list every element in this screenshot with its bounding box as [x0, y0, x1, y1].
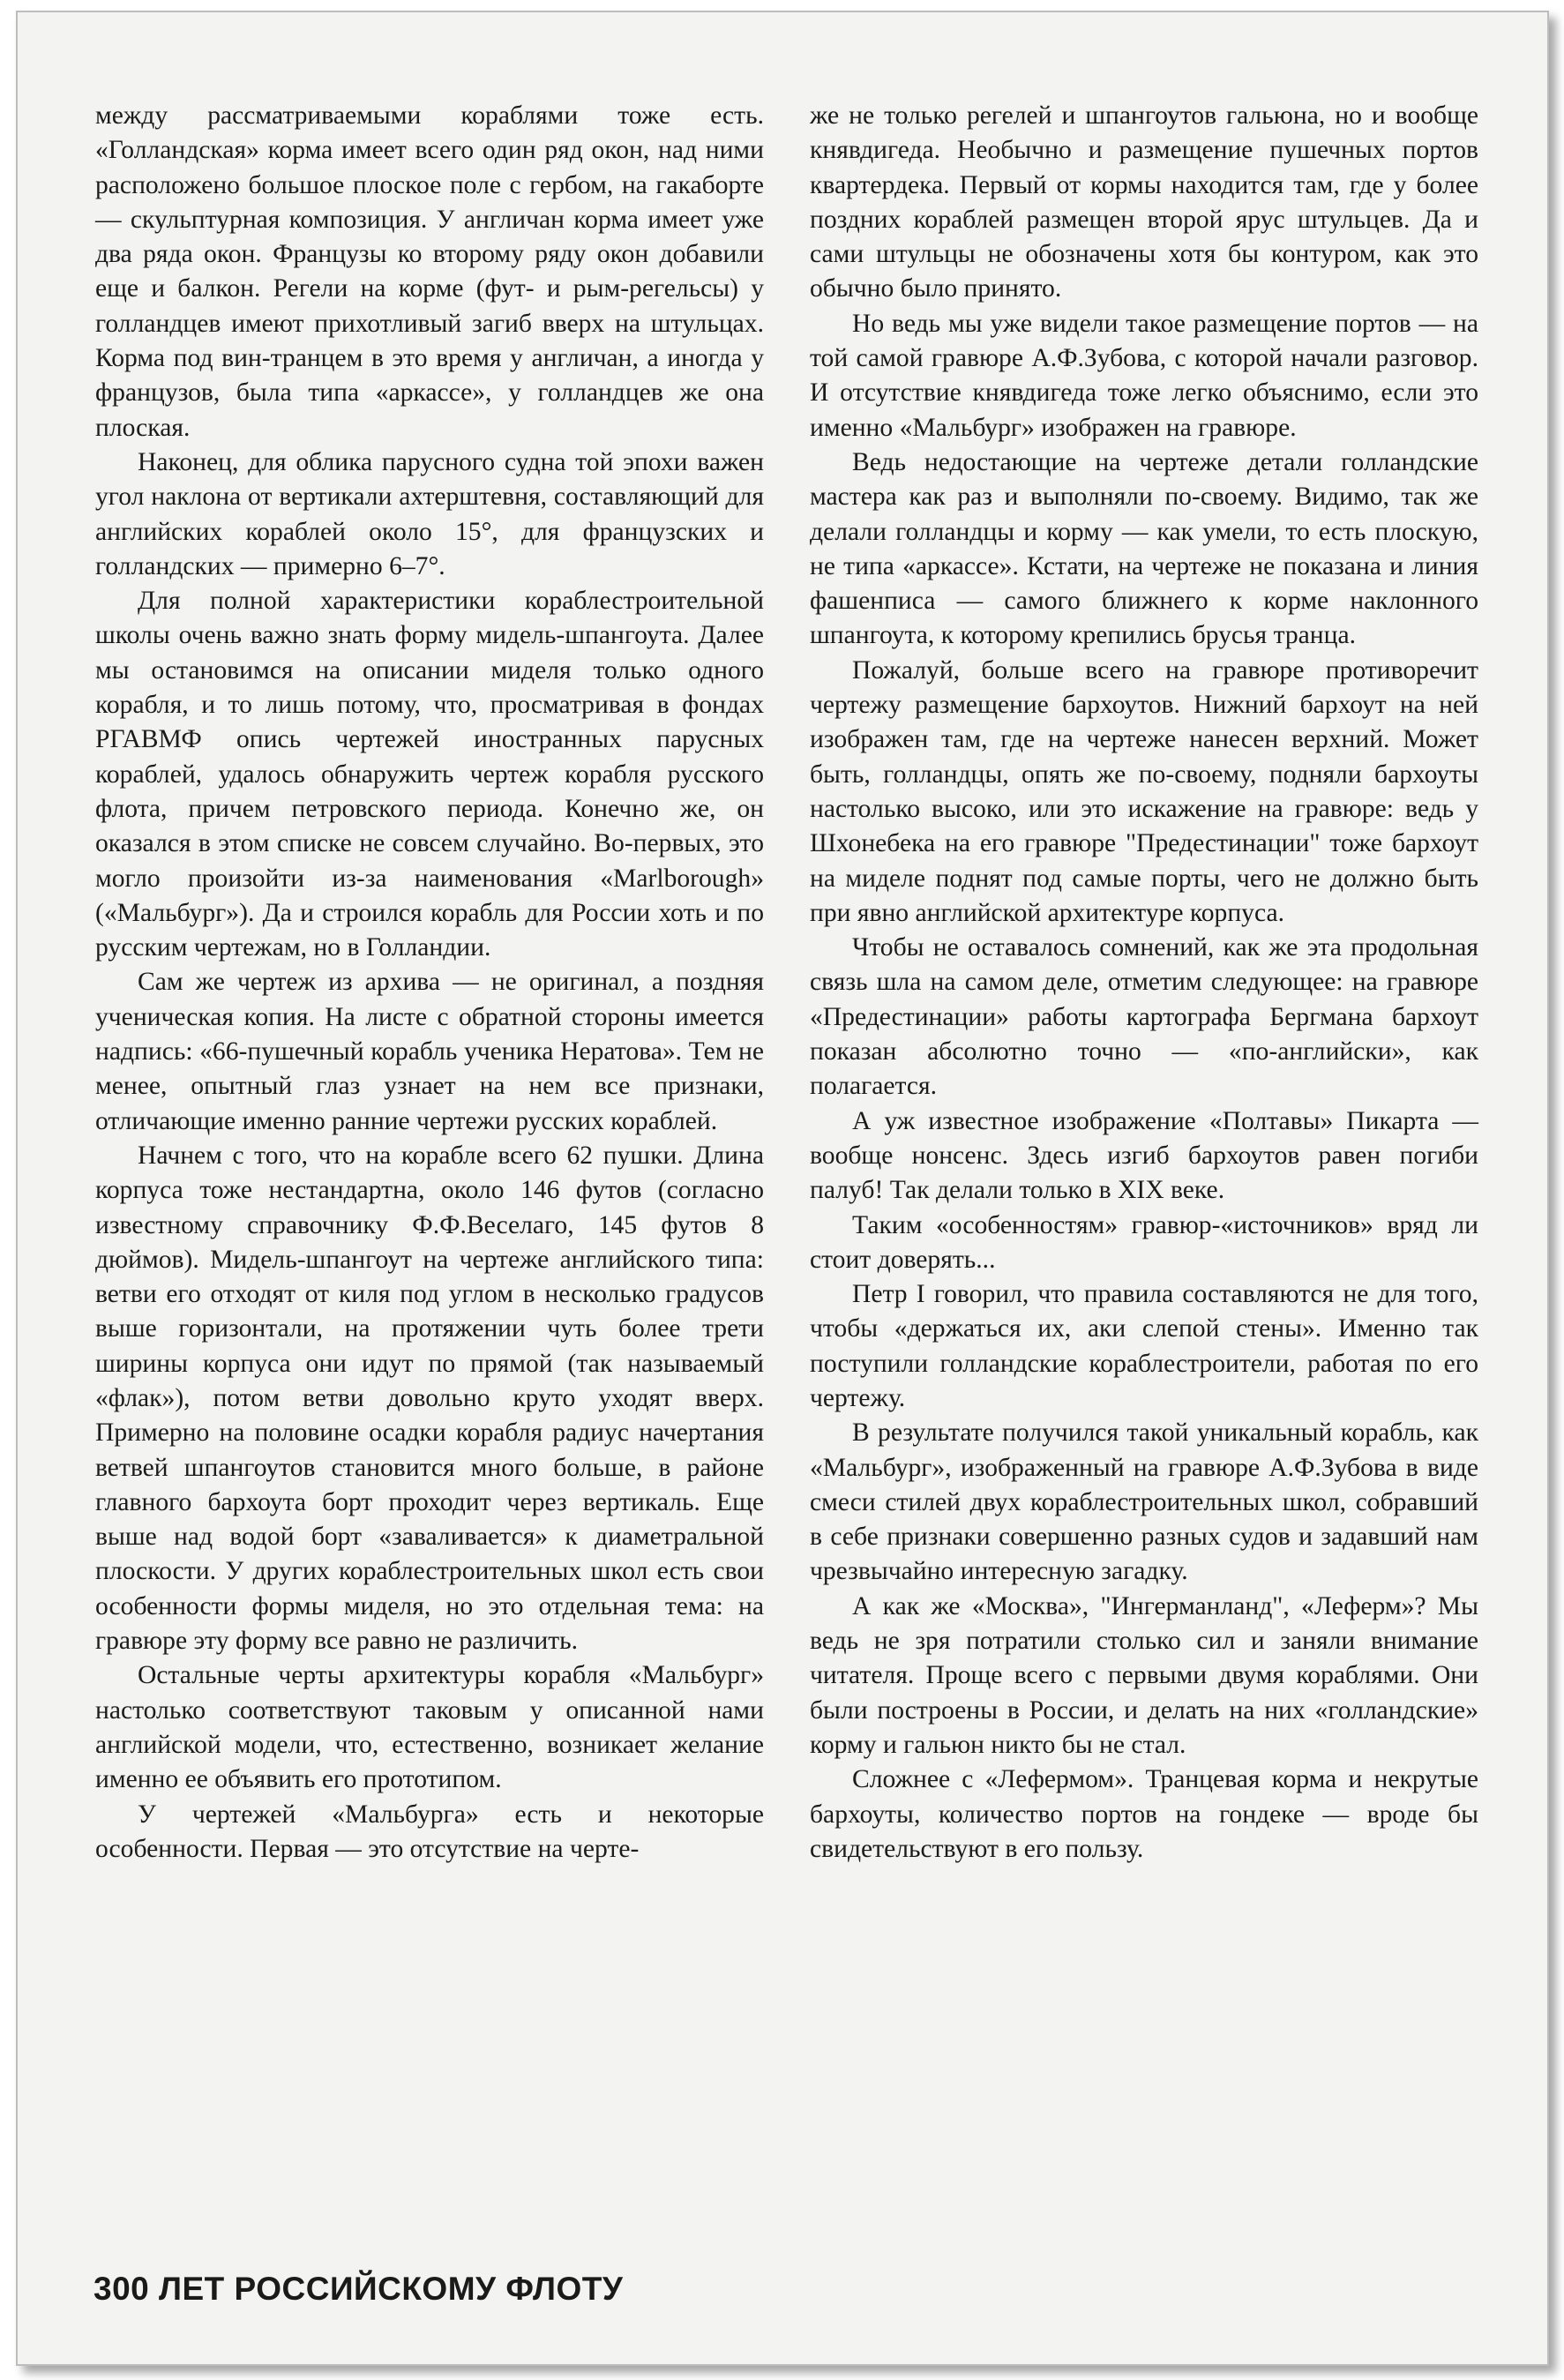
paragraph: А как же «Москва», "Ингерманланд", «Леферм»? Мы ведь не зря потратили столько сил и заняли внимание читателя. Проще всего с первыми двумя кораблями. Они были построены в России, и делать на них «голландские» корму и гальюн никто бы не стал. — [810, 1591, 1478, 1759]
left-column — [95, 99, 764, 1867]
paragraph: Начнем с того, что на корабле всего 62 пушки. Длина корпуса тоже нестандартна, около 146 футов (согласно известному справочнику Ф.Ф.Веселаго, 145 футов 8 дюймов). Мидель-шпангоут на чертеже английского типа: ветви его отходят от киля под углом в несколько градусов выше горизонтали, на протяжении чуть более трети ширины корпуса они идут по прямой (так называемый «флак»), потом ветви довольно круто уходят вверх. Примерно на половине осадки корабля радиус начертания ветвей шпангоутов становится много больше, в районе главного бархоута борт проходит через вертикаль. Еще выше над водой борт «заваливается» к диаметральной плоскости. У других кораблестроительных школ есть свои особенности формы миделя, но это отдельная тема: на гравюре эту форму все равно не различить. — [95, 1141, 764, 1656]
paragraph: Для полной характеристики кораблестроительной школы очень важно знать форму мидель-шпангоута. Далее мы остановимся на описании миделя только одного корабля, и то лишь потому, что, просматривая в фондах РГАВМФ опись чертежей иностранных парусных кораблей, удалось обнаружить чертеж корабля русского флота, причем петровского периода. Конечно же, он оказался в этом списке не совсем случайно. Во-первых, это могло произойти из-за наименования «Marlborough» («Мальбург»). Да и строился корабль для России хоть и по русским чертежам, но в Голландии. — [95, 587, 764, 962]
page-footer-title: 300 ЛЕТ РОССИЙСКОМУ ФЛОТУ — [94, 2271, 624, 2307]
paragraph: Петр I говорил, что правила составляются не для того, чтобы «держаться их, аки слепой стены». Именно так поступили голландские кораблестроители, работая по его чертежу. — [810, 1280, 1478, 1412]
paragraph: Но ведь мы уже видели такое размещение портов — на той самой гравюре А.Ф.Зубова, с которой начали разговор. И отсутствие княвдигеда тоже легко объяснимо, если это именно «Мальбург» изображен на гравюре. — [810, 309, 1478, 442]
paragraph: Сам же чертеж из архива — не оригинал, а поздняя ученическая копия. На листе с обратной стороны имеется надпись: «66-пушечный корабль ученика Нератова». Тем не менее, опытный глаз узнает на нем все признаки, отличающие именно ранние чертежи русских кораблей. — [95, 968, 764, 1135]
paragraph: Таким «особенностям» гравюр-«источников» вряд ли стоит доверять... — [810, 1210, 1478, 1274]
paragraph: Пожалуй, больше всего на гравюре противоречит чертежу размещение бархоутов. Нижний бархоут на ней изображен там, где на чертеже нанесен верхний. Может быть, голландцы, опять же по-своему, подняли бархоуты настолько высоко, или это искажение на гравюре: ведь у Шхонебека на его гравюре "Предестинации" тоже бархоут на миделе поднят под самые порты, чего не должно быть при явно английской архитектуре корпуса. — [810, 655, 1478, 927]
paragraph: Чтобы не оставалось сомнений, как же эта продольная связь шла на самом деле, отметим следующее: на гравюре «Предестинации» работы картографа Бергмана бархоут показан абсолютно точно — «по-английски», как полагается. — [810, 933, 1478, 1101]
paragraph: между рассматриваемыми кораблями тоже есть. «Голландская» корма имеет всего один ряд окон, над ними расположено большое плоское поле с гербом, на гакаборте — скульптурная композиция. У англичан корма имеет уже два ряда окон. Французы ко второму ряду окон добавили еще и балкон. Регели на корме (фут- и рым-регельсы) у голландцев имеют прихотливый загиб вверх на штульцах. Корма под вин-транцем в это время у англичан, а иногда у французов, была типа «аркассе», у голландцев же она плоская. — [95, 101, 764, 442]
paragraph: Остальные черты архитектуры корабля «Мальбург» настолько соответствуют таковым у описанной нами английской модели, что, естественно, возникает желание именно ее объявить его прототипом. — [95, 1661, 764, 1794]
right-column — [810, 99, 1478, 1867]
book-page — [16, 11, 1549, 2366]
paragraph: У чертежей «Мальбурга» есть и некоторые особенности. Первая — это отсутствие на черте- — [95, 1800, 764, 1863]
paragraph: Наконец, для облика парусного судна той эпохи важен угол наклона от вертикали ахтерштевня, составляющий для английских кораблей около 15°, для французских и голландских — примерно 6–7°. — [95, 447, 764, 580]
paragraph: В результате получился такой уникальный корабль, как «Мальбург», изображенный на гравюре А.Ф.Зубова в виде смеси стилей двух кораблестроительных школ, собравший в себе признаки совершенно разных судов и задавший нам чрезвычайно интересную загадку. — [810, 1418, 1478, 1586]
paragraph: же не только регелей и шпангоутов гальюна, но и вообще княвдигеда. Необычно и размещение пушечных портов квартердека. Первый от кормы находится там, где у более поздних кораблей размещен второй ярус штульцев. Да и сами штульцы не обозначены хотя бы контуром, как это обычно было принято. — [810, 101, 1478, 303]
paragraph: А уж известное изображение «Полтавы» Пикарта — вообще нонсенс. Здесь изгиб бархоутов равен погиби палуб! Так делали только в XIX веке. — [810, 1106, 1478, 1205]
paragraph: Сложнее с «Лефермом». Транцевая корма и некрутые бархоуты, количество портов на гондеке — вроде бы свидетельствуют в его пользу. — [810, 1765, 1478, 1863]
paragraph: Ведь недостающие на чертеже детали голландские мастера как раз и выполняли по-своему. Видимо, так же делали голландцы и корму — как умели, то есть плоскую, не типа «аркассе». Кстати, на чертеже не показана и линия фашенписа — самого ближнего к корме наклонного шпангоута, к которому крепились брусья транца. — [810, 447, 1478, 650]
